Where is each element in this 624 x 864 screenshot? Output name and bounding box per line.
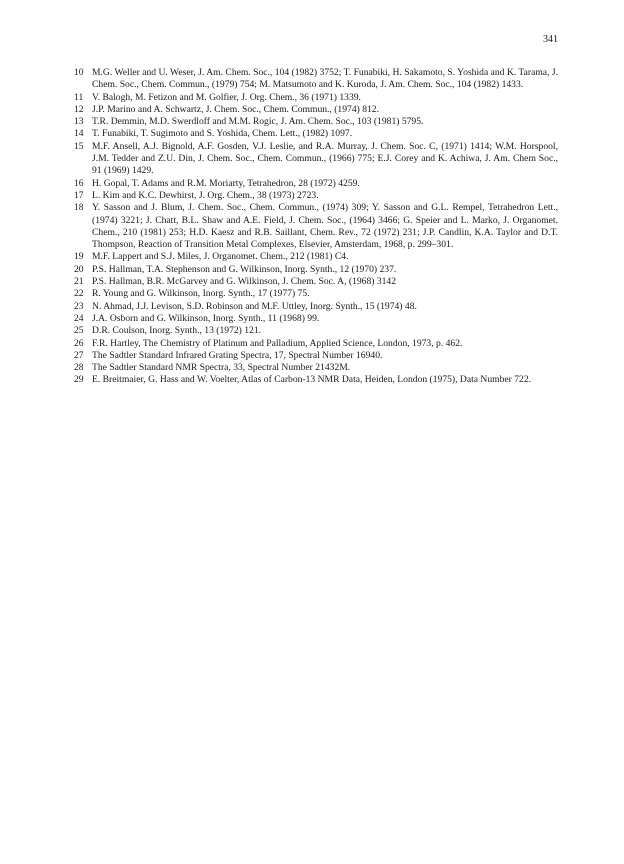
reference-text: R. Young and G. Wilkinson, Inorg. Synth., 17 (1977) 75.	[92, 288, 310, 300]
reference-text: D.R. Coulson, Inorg. Synth., 13 (1972) 121.	[92, 325, 262, 337]
reference-number: 15	[74, 140, 84, 152]
reference-number: 22	[74, 288, 84, 300]
reference-number: 28	[74, 362, 84, 374]
reference-item	[74, 190, 558, 202]
reference-item	[74, 301, 558, 313]
reference-number: 24	[74, 312, 84, 324]
reference-number: 29	[74, 374, 84, 386]
reference-text: V. Balogh, M. Fetizon and M. Golfier, J. Org. Chem., 36 (1971) 1339.	[92, 91, 361, 103]
reference-text: Y. Sasson and J. Blum, J. Chem. Soc., Chem. Commun., (1974) 309; Y. Sasson and G.L. Rempel, Tetrahedron Lett., (1974) 3221; J. Chatt, B.L. Shaw and A.E. Field, J. Chem. Soc., (1964) 3466; G. Speier and L. Marko, J. Organomet. Chem., 210 (1981) 253; H.D. Kaesz and R.B. Saillant, Chem. Rev., 72 (1972) 231; J.P. Candlin, K.A. Taylor and D.T. Thompson, Reaction of Transition Metal Complexes, Elsevier, Amsterdam, 1968, p. 299–301.	[92, 202, 558, 251]
reference-number: 17	[74, 189, 84, 201]
reference-item	[74, 276, 558, 288]
reference-item	[74, 178, 558, 190]
reference-text: F.R. Hartley, The Chemistry of Platinum and Palladium, Applied Science, London, 1973, p. 462.	[92, 337, 463, 349]
reference-item	[74, 264, 558, 276]
reference-text: J.P. Marino and A. Schwartz, J. Chem. Soc., Chem. Commun., (1974) 812.	[92, 103, 379, 115]
reference-list	[74, 67, 558, 387]
reference-item	[74, 202, 558, 251]
reference-number: 27	[74, 349, 84, 361]
reference-item	[74, 338, 558, 350]
reference-text: H. Gopal, T. Adams and R.M. Moriarty, Tetrahedron, 28 (1972) 4259.	[92, 177, 360, 189]
reference-number: 10	[74, 67, 84, 78]
reference-item	[74, 128, 558, 140]
reference-number: 13	[74, 116, 84, 128]
reference-text: L. Kim and K.C. Dewhirst, J. Org. Chem., 38 (1973) 2723.	[92, 189, 319, 201]
reference-text: M.G. Weller and U. Weser, J. Am. Chem. Soc., 104 (1982) 3752; T. Funabiki, H. Sakamoto, S. Yoshida and K. Tarama, J. Chem. Soc., Chem. Commun., (1979) 754; M. Matsumoto and K. Kuroda, J. Am. Chem. Soc., 104 (1982) 1433.	[92, 67, 558, 91]
reference-item	[74, 141, 558, 178]
reference-number: 18	[74, 202, 84, 214]
reference-number: 25	[74, 325, 84, 337]
reference-text: The Sadtler Standard Infrared Grating Spectra, 17, Spectral Number 16940.	[92, 349, 383, 361]
reference-text: P.S. Hallman, B.R. McGarvey and G. Wilkinson, J. Chem. Soc. A, (1968) 3142	[92, 276, 397, 288]
reference-number: 16	[74, 177, 84, 189]
reference-text: J.A. Osborn and G. Wilkinson, Inorg. Synth., 11 (1968) 99.	[92, 312, 320, 324]
reference-number: 23	[74, 300, 84, 312]
reference-number: 21	[74, 276, 84, 288]
reference-text: The Sadtler Standard NMR Spectra, 33, Spectral Number 21432M.	[92, 362, 351, 374]
reference-number: 26	[74, 337, 84, 349]
reference-item	[74, 92, 558, 104]
reference-item	[74, 374, 558, 386]
reference-text: E. Breitmaier, G. Hass and W. Voelter, Atlas of Carbon-13 NMR Data, Heiden, London (1975), Data Number 722.	[92, 374, 532, 386]
reference-item	[74, 325, 558, 337]
reference-number: 19	[74, 251, 84, 263]
reference-number: 11	[74, 91, 84, 103]
reference-item	[74, 362, 558, 374]
reference-item	[74, 67, 558, 92]
reference-item	[74, 116, 558, 128]
reference-item	[74, 288, 558, 300]
reference-item	[74, 104, 558, 116]
reference-number: 20	[74, 263, 84, 275]
reference-number: 14	[74, 128, 84, 140]
reference-item	[74, 313, 558, 325]
reference-text: T.R. Demmin, M.D. Swerdloff and M.M. Rogic, J. Am. Chem. Soc., 103 (1981) 5795.	[92, 116, 424, 128]
reference-item	[74, 251, 558, 263]
page-number: 341	[543, 34, 558, 45]
reference-item	[74, 350, 558, 362]
reference-text: M.F. Lappert and S.J. Miles, J. Organomet. Chem., 212 (1981) C4.	[92, 251, 349, 263]
reference-text: P.S. Hallman, T.A. Stephenson and G. Wilkinson, Inorg. Synth., 12 (1970) 237.	[92, 263, 397, 275]
reference-text: N. Ahmad, J.J. Levison, S.D. Robinson and M.F. Uttley, Inorg. Synth., 15 (1974) 48.	[92, 300, 417, 312]
reference-text: M.F. Ansell, A.J. Bignold, A.F. Gosden, V.J. Leslie, and R.A. Murray, J. Chem. Soc. C, (1971) 1414; W.M. Horspool, J.M. Tedder and Z.U. Din, J. Chem. Soc., Chem. Commun., (1966) 775; E.J. Corey and K. Achiwa, J. Am. Chem Soc., 91 (1969) 1429.	[92, 140, 558, 177]
reference-number: 12	[74, 103, 84, 115]
reference-text: T. Funabiki, T. Sugimoto and S. Yoshida, Chem. Lett., (1982) 1097.	[92, 128, 353, 140]
